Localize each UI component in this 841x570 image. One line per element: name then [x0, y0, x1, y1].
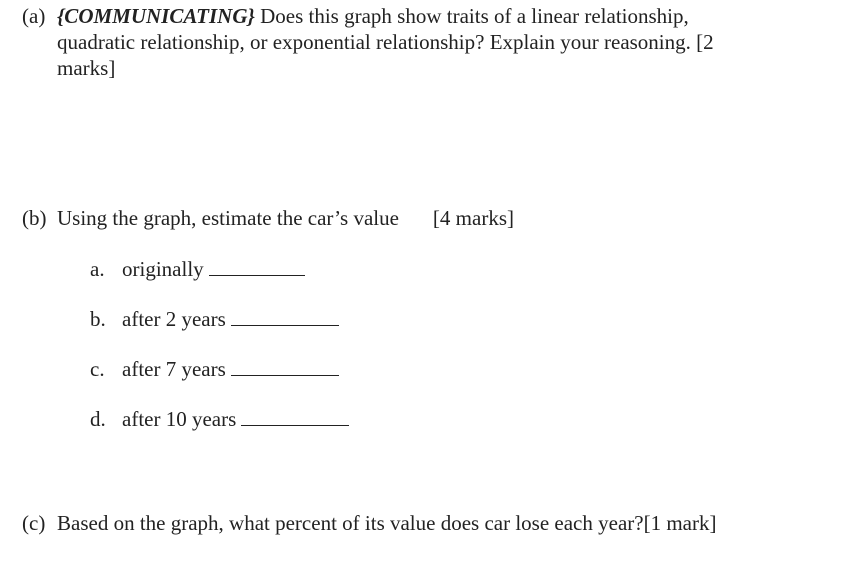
sub-question-label: originally — [122, 257, 204, 281]
sub-question-letter: d. — [90, 407, 106, 431]
sub-question-c — [90, 356, 339, 382]
question-c — [22, 510, 716, 536]
sub-question-label: after 10 years — [122, 407, 237, 431]
answer-blank-2-years[interactable] — [231, 307, 339, 326]
question-b-number: (b) — [22, 206, 47, 230]
question-b-body — [57, 205, 514, 231]
question-c-body — [57, 510, 716, 536]
sub-question-label: after 7 years — [122, 357, 226, 381]
question-a — [22, 3, 782, 81]
question-b-marks: [4 marks] — [432, 206, 514, 230]
answer-blank-originally[interactable] — [209, 257, 305, 276]
question-c-text: Based on the graph, what percent of its value does car lose each year?[1 mark] — [57, 511, 717, 535]
question-c-number: (c) — [22, 511, 46, 535]
sub-question-letter: a. — [90, 257, 105, 281]
question-b — [22, 205, 514, 231]
answer-blank-7-years[interactable] — [231, 357, 339, 376]
sub-question-a — [90, 256, 305, 282]
sub-question-letter: b. — [90, 307, 106, 331]
answer-blank-10-years[interactable] — [241, 407, 349, 426]
question-a-number: (a) — [22, 4, 46, 28]
question-a-text: Does this graph show traits of a linear relationship, quadratic relationship, or exponential relationship? Explain your reasoning. [2 marks] — [57, 4, 714, 80]
sub-question-letter: c. — [90, 357, 105, 381]
question-a-body — [57, 3, 772, 81]
sub-question-label: after 2 years — [122, 307, 226, 331]
question-a-tag: {COMMUNICATING} — [57, 4, 255, 28]
sub-question-d — [90, 406, 349, 432]
question-b-text: Using the graph, estimate the car’s value — [57, 206, 399, 230]
sub-question-b — [90, 306, 339, 332]
